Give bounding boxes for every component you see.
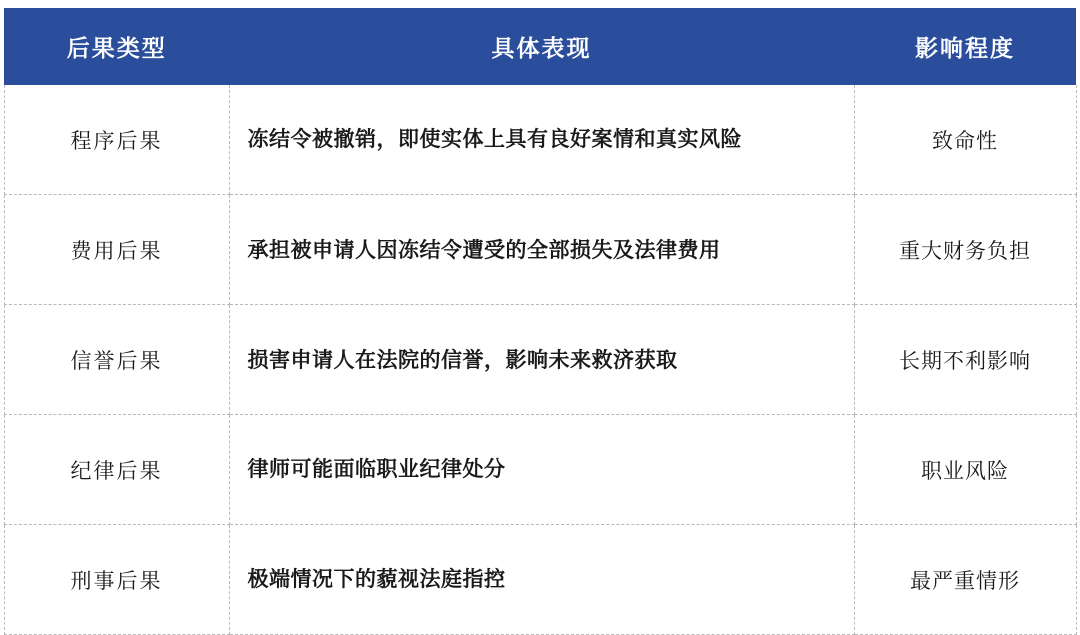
cell-detail: 承担被申请人因冻结令遭受的全部损失及法律费用 [229, 195, 854, 305]
cell-type: 费用后果 [4, 195, 229, 305]
table-row [4, 85, 1076, 195]
cell-impact: 重大财务负担 [854, 195, 1076, 305]
cell-type: 纪律后果 [4, 415, 229, 525]
cell-impact: 最严重情形 [854, 525, 1076, 635]
cell-detail: 极端情况下的藐视法庭指控 [229, 525, 854, 635]
table-row [4, 195, 1076, 305]
cell-type: 信誉后果 [4, 305, 229, 415]
table-row [4, 305, 1076, 415]
cell-type: 程序后果 [4, 85, 229, 195]
cell-detail: 律师可能面临职业纪律处分 [229, 415, 854, 525]
column-header-type: 后果类型 [4, 8, 229, 85]
consequence-table [4, 8, 1077, 635]
table-row [4, 525, 1076, 635]
cell-type: 刑事后果 [4, 525, 229, 635]
cell-impact: 长期不利影响 [854, 305, 1076, 415]
column-header-detail: 具体表现 [229, 8, 854, 85]
cell-impact: 致命性 [854, 85, 1076, 195]
table-row [4, 415, 1076, 525]
table-body [4, 85, 1076, 635]
cell-detail: 冻结令被撤销，即使实体上具有良好案情和真实风险 [229, 85, 854, 195]
column-header-impact: 影响程度 [854, 8, 1076, 85]
table-header [4, 8, 1076, 85]
cell-impact: 职业风险 [854, 415, 1076, 525]
header-row [4, 8, 1076, 85]
cell-detail: 损害申请人在法院的信誉，影响未来救济获取 [229, 305, 854, 415]
